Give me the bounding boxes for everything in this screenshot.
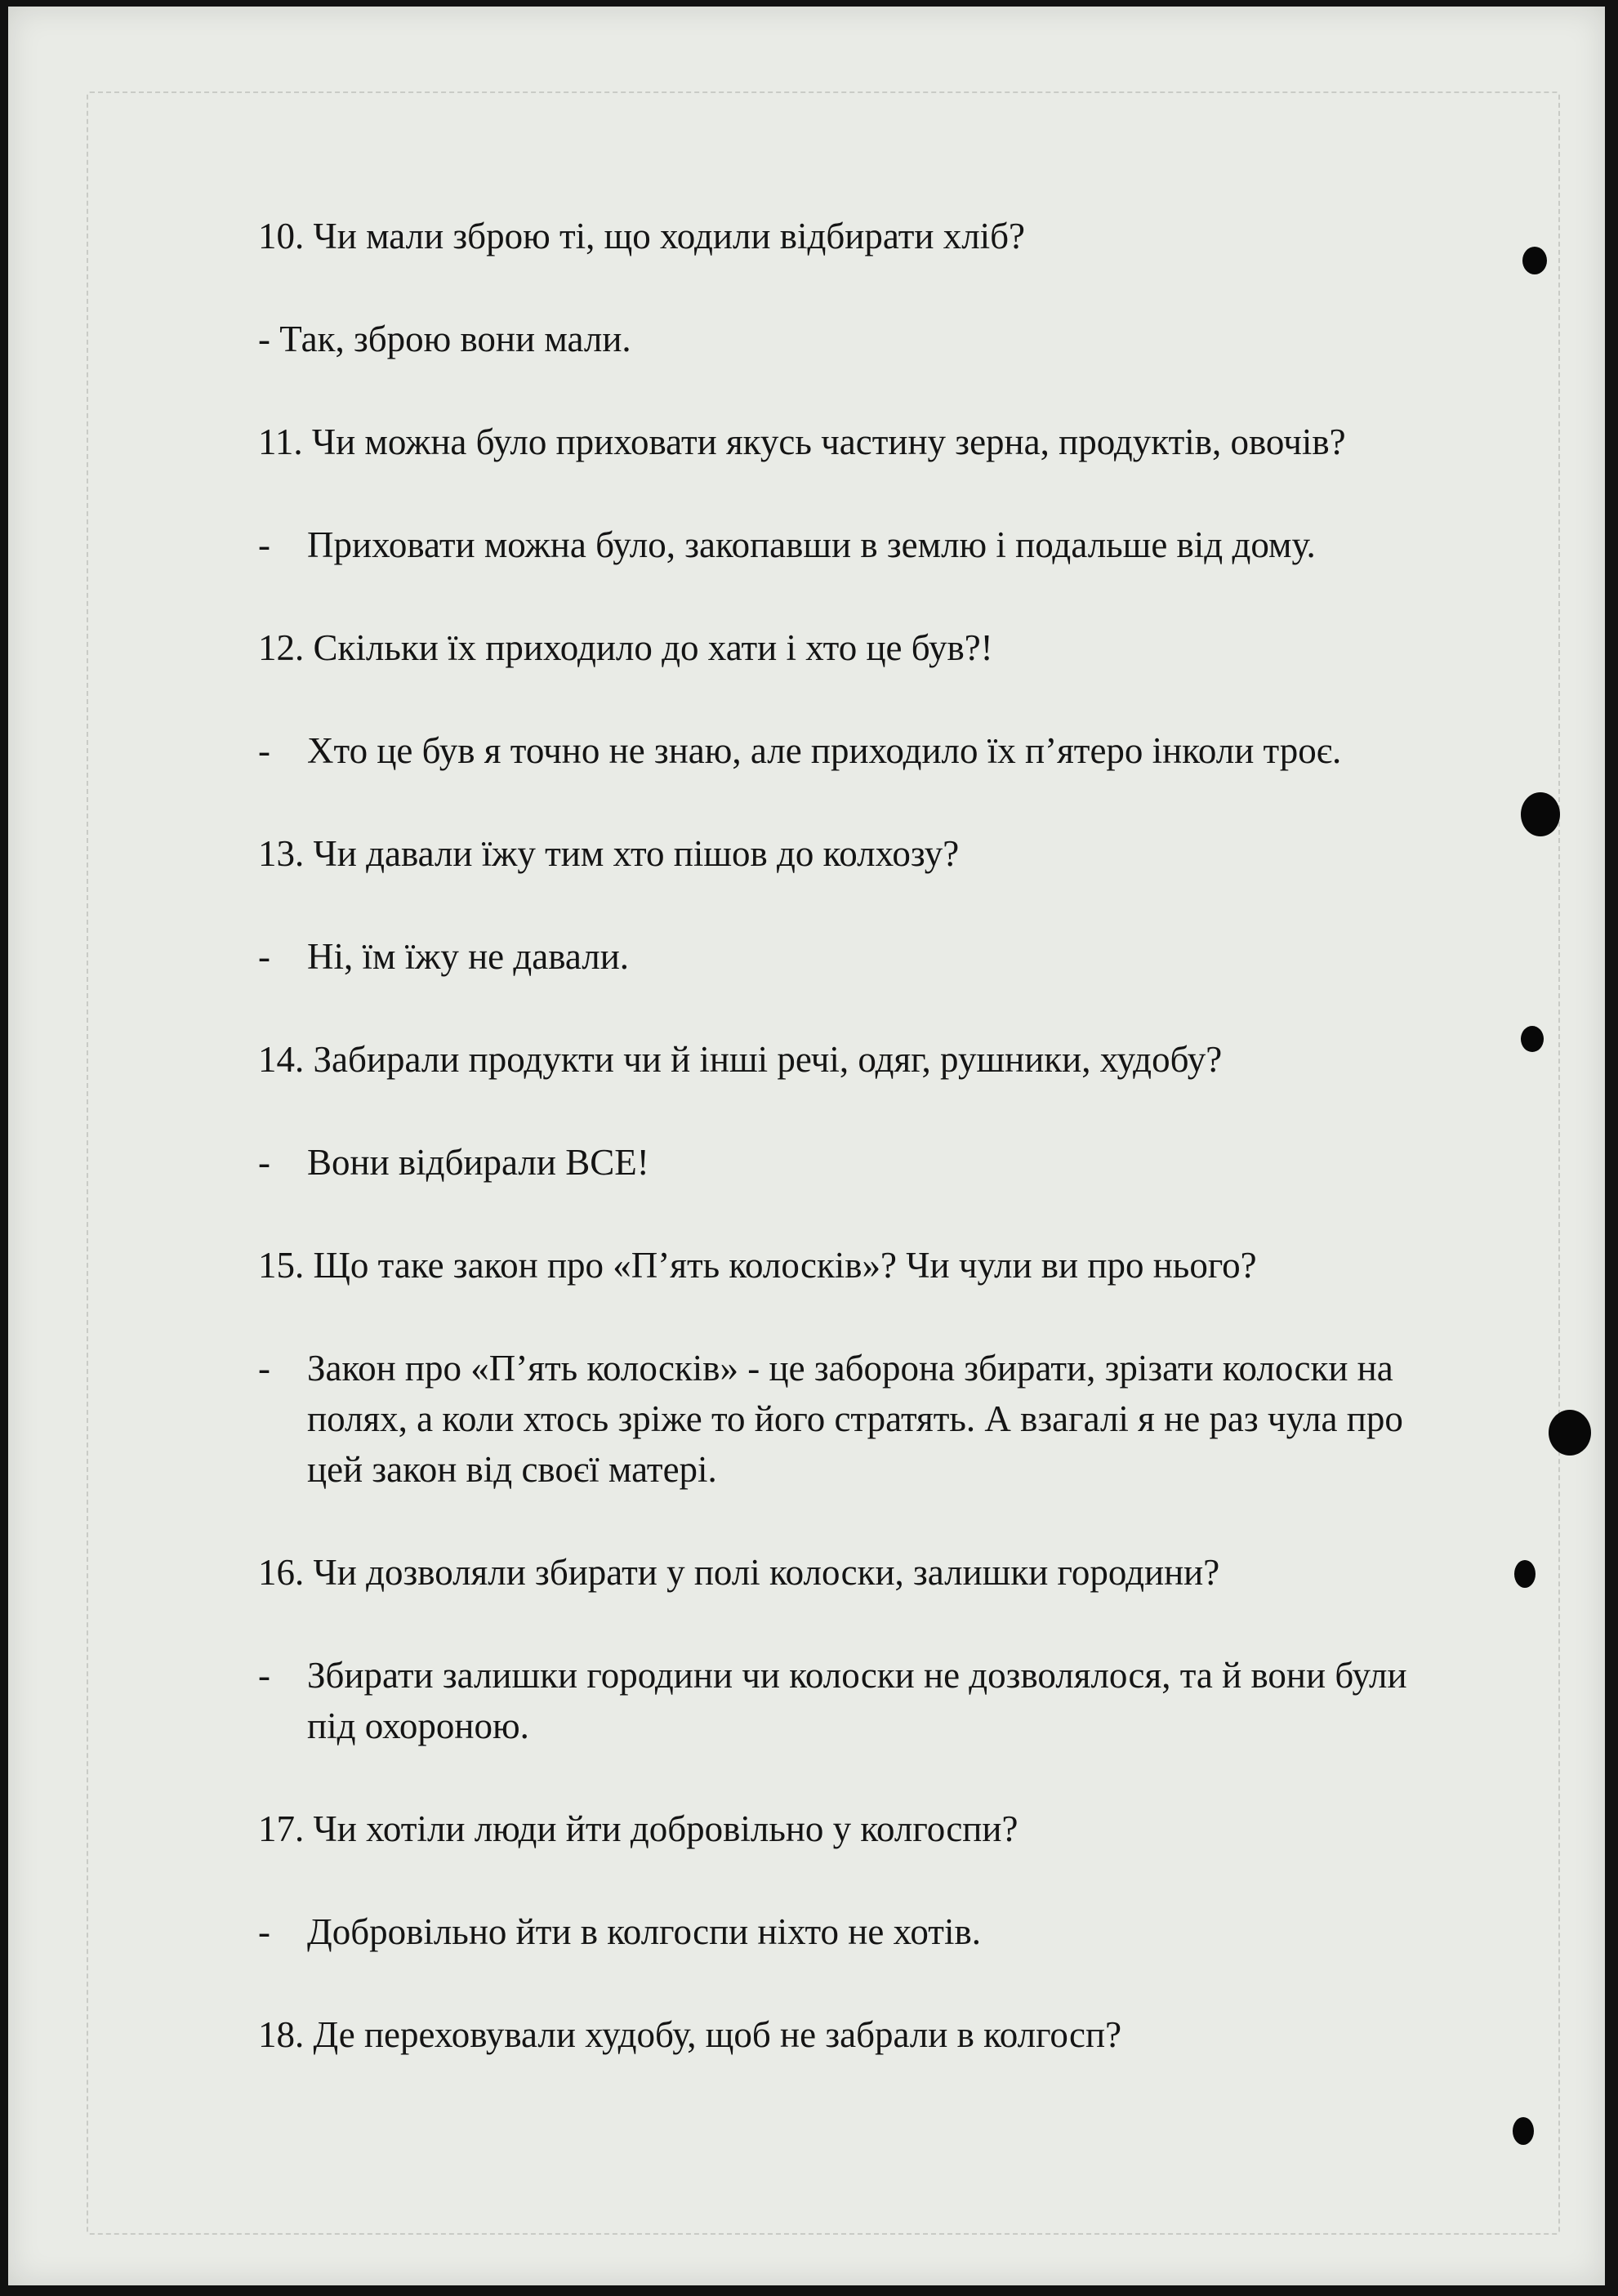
- punch-hole: [1521, 1026, 1544, 1052]
- list-dash: -: [258, 1348, 270, 1389]
- answer-14: [258, 1137, 1459, 1188]
- question-13: 13. Чи давали їжу тим хто пішов до колхозу?: [258, 833, 960, 874]
- question-11: 11. Чи можна було приховати якусь частину зерна, продуктів, овочів?: [258, 421, 1346, 462]
- question-18: 18. Де переховували худобу, щоб не забрали в колгосп?: [258, 2014, 1122, 2055]
- answer-15: [258, 1343, 1459, 1495]
- answer-12: [258, 725, 1459, 776]
- answer-text: Хто це був я точно не знаю, але приходило їх п’ятеро інколи троє.: [307, 730, 1342, 771]
- punch-hole: [1513, 2117, 1534, 2145]
- list-dash: -: [258, 936, 270, 977]
- answer-10: - Так, зброю вони мали.: [258, 319, 631, 359]
- answer-13: [258, 931, 1459, 982]
- question-17: 17. Чи хотіли люди йти добровільно у колгоспи?: [258, 1808, 1018, 1849]
- answer-text: Приховати можна було, закопавши в землю і подальше від дому.: [307, 524, 1316, 565]
- document-body: [258, 211, 1459, 2060]
- punch-hole: [1514, 1560, 1536, 1588]
- punch-hole: [1549, 1410, 1591, 1456]
- list-dash: -: [258, 1142, 270, 1183]
- answer-11: [258, 519, 1459, 570]
- question-12: 12. Скільки їх приходило до хати і хто це був?!: [258, 627, 993, 668]
- answer-text: Вони відбирали ВСЕ!: [307, 1142, 649, 1183]
- list-dash: -: [258, 524, 270, 565]
- question-15: 15. Що таке закон про «П’ять колосків»? Чи чули ви про нього?: [258, 1245, 1257, 1286]
- answer-16: [258, 1650, 1459, 1751]
- answer-text: Ні, їм їжу не давали.: [307, 936, 630, 977]
- question-10: 10. Чи мали зброю ті, що ходили відбирати хліб?: [258, 216, 1026, 256]
- list-dash: -: [258, 730, 270, 771]
- answer-text: Закон про «П’ять колосків» - це заборона збирати, зрізати колоски на полях, а коли хтось зріже то його стратять. А взагалі я не раз чула про цей закон від своєї матері.: [307, 1348, 1403, 1490]
- list-dash: -: [258, 1911, 270, 1952]
- punch-hole: [1522, 247, 1547, 274]
- answer-text: Добровільно йти в колгоспи ніхто не хотів.: [307, 1911, 981, 1952]
- answer-text: Збирати залишки городини чи колоски не дозволялося, та й вони були під охороною.: [307, 1655, 1407, 1746]
- punch-hole: [1521, 792, 1560, 836]
- list-dash: -: [258, 1655, 270, 1696]
- question-16: 16. Чи дозволяли збирати у полі колоски, залишки городини?: [258, 1552, 1220, 1593]
- question-14: 14. Забирали продукти чи й інші речі, одяг, рушники, худобу?: [258, 1039, 1223, 1080]
- answer-17: [258, 1906, 1459, 1957]
